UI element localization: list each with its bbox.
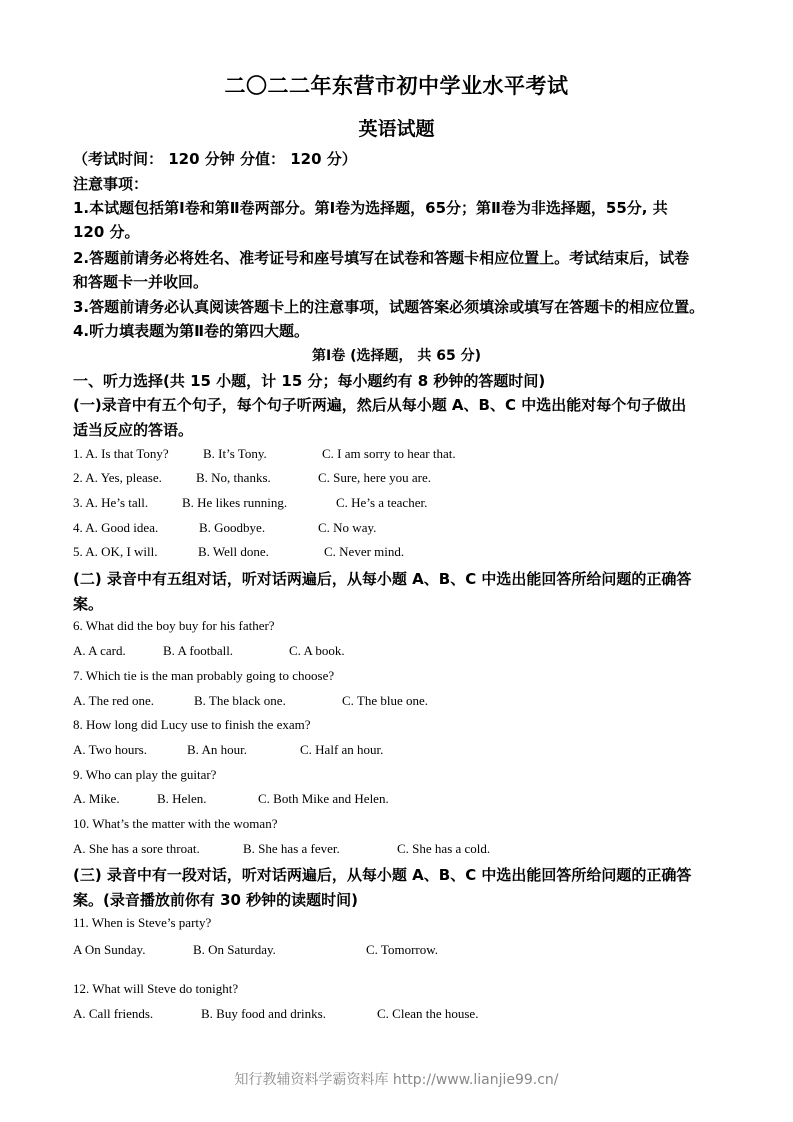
exam-title: 二〇二二年东营市初中学业水平考试 <box>224 74 569 98</box>
q9-option-c: C. Both Mike and Helen. <box>258 791 389 806</box>
q12-option-b: B. Buy food and drinks. <box>201 1006 326 1021</box>
q6-option-a: A. A card. <box>73 643 126 658</box>
q7-option-a: A. The red one. <box>73 693 154 708</box>
q12-stem: 12. What will Steve do tonight? <box>73 981 239 996</box>
notes-heading: 注意事项： <box>73 175 149 193</box>
q4-option-c: C. No way. <box>318 520 377 535</box>
q11-option-b: B. On Saturday. <box>193 942 276 957</box>
q2-option-b: B. No, thanks. <box>196 470 271 485</box>
sub1-instruction-2: 适当反应的答语。 <box>73 421 194 439</box>
q1-option-b: B. It’s Tony. <box>203 446 267 461</box>
sub1-instruction-1: (一)录音中有五个句子，每个句子听两遍，然后从每小题 A、B、C 中选出能对每个句子做出 <box>73 396 687 414</box>
section1-heading: 一、听力选择(共 15 小题，计 15 分；每小题约有 8 秒钟的答题时间) <box>73 372 546 390</box>
sub2-instruction-1: (二) 录音中有五组对话，听对话两遍后，从每小题 A、B、C 中选出能回答所给问题的正确答 <box>73 570 692 588</box>
q6-stem: 6. What did the boy buy for his father? <box>73 618 275 633</box>
q8-option-a: A. Two hours. <box>73 742 147 757</box>
q7-stem: 7. Which tie is the man probably going to choose? <box>73 668 335 683</box>
q12-option-c: C. Clean the house. <box>377 1006 479 1021</box>
q9-stem: 9. Who can play the guitar? <box>73 767 217 782</box>
q7-option-b: B. The black one. <box>194 693 286 708</box>
q9-option-a: A. Mike. <box>73 791 120 806</box>
q12-option-a: A. Call friends. <box>73 1006 154 1021</box>
sub2-instruction-2: 案。 <box>73 595 104 613</box>
part1-heading: 第Ⅰ卷 (选择题， 共 65 分) <box>312 348 481 364</box>
note-1a: 1.本试题包括第Ⅰ卷和第Ⅱ卷两部分。第Ⅰ卷为选择题，65分；第Ⅱ卷为非选择题，55分, 共 <box>73 199 668 217</box>
q1-option-c: C. I am sorry to hear that. <box>322 446 456 461</box>
q6-option-b: B. A football. <box>163 643 234 658</box>
q3-option-a: 3. A. He’s tall. <box>73 495 149 510</box>
q6-option-c: C. A book. <box>289 643 345 658</box>
q5-option-b: B. Well done. <box>198 544 269 559</box>
q5-option-c: C. Never mind. <box>324 544 405 559</box>
note-3: 3.答题前请务必认真阅读答题卡上的注意事项，试题答案必须填涂或填写在答题卡的相应位置。 <box>73 298 705 316</box>
q2-option-c: C. Sure, here you are. <box>318 470 431 485</box>
q10-option-c: C. She has a cold. <box>397 841 491 856</box>
note-2b: 和答题卡一并收回。 <box>73 273 209 291</box>
sub3-instruction-1: (三) 录音中有一段对话，听对话两遍后，从每小题 A、B、C 中选出能回答所给问题的正确答 <box>73 866 692 884</box>
q11-stem: 11. When is Steve’s party? <box>73 915 212 930</box>
note-1b: 120 分。 <box>73 223 140 241</box>
q3-option-c: C. He’s a teacher. <box>336 495 428 510</box>
q7-option-c: C. The blue one. <box>342 693 429 708</box>
q10-stem: 10. What’s the matter with the woman? <box>73 816 278 831</box>
q10-option-a: A. She has a sore throat. <box>73 841 200 856</box>
q1-option-a: 1. A. Is that Tony? <box>73 446 169 461</box>
q8-option-b: B. An hour. <box>187 742 247 757</box>
q8-option-c: C. Half an hour. <box>300 742 384 757</box>
q3-option-b: B. He likes running. <box>182 495 288 510</box>
q4-option-a: 4. A. Good idea. <box>73 520 159 535</box>
q4-option-b: B. Goodbye. <box>199 520 266 535</box>
q5-option-a: 5. A. OK, I will. <box>73 544 158 559</box>
q9-option-b: B. Helen. <box>157 791 207 806</box>
sub3-instruction-2: 案。(录音播放前你有 30 秒钟的读题时间) <box>73 891 359 909</box>
watermark-footer: 知行教辅资料学霸资料库 http://www.lianjie99.cn/ <box>234 1072 559 1088</box>
q11-option-a: A On Sunday. <box>73 942 146 957</box>
q10-option-b: B. She has a fever. <box>243 841 340 856</box>
exam-subtitle: 英语试题 <box>358 118 435 140</box>
note-2a: 2.答题前请务必将姓名、准考证号和座号填写在试卷和答题卡相应位置上。考试结束后，试卷 <box>73 249 690 267</box>
q8-stem: 8. How long did Lucy use to finish the exam? <box>73 717 311 732</box>
q11-option-c: C. Tomorrow. <box>366 942 439 957</box>
q2-option-a: 2. A. Yes, please. <box>73 470 162 485</box>
note-4: 4.听力填表题为第Ⅱ卷的第四大题。 <box>73 322 310 340</box>
exam-info: （考试时间： 120 分钟 分值： 120 分） <box>73 150 357 168</box>
